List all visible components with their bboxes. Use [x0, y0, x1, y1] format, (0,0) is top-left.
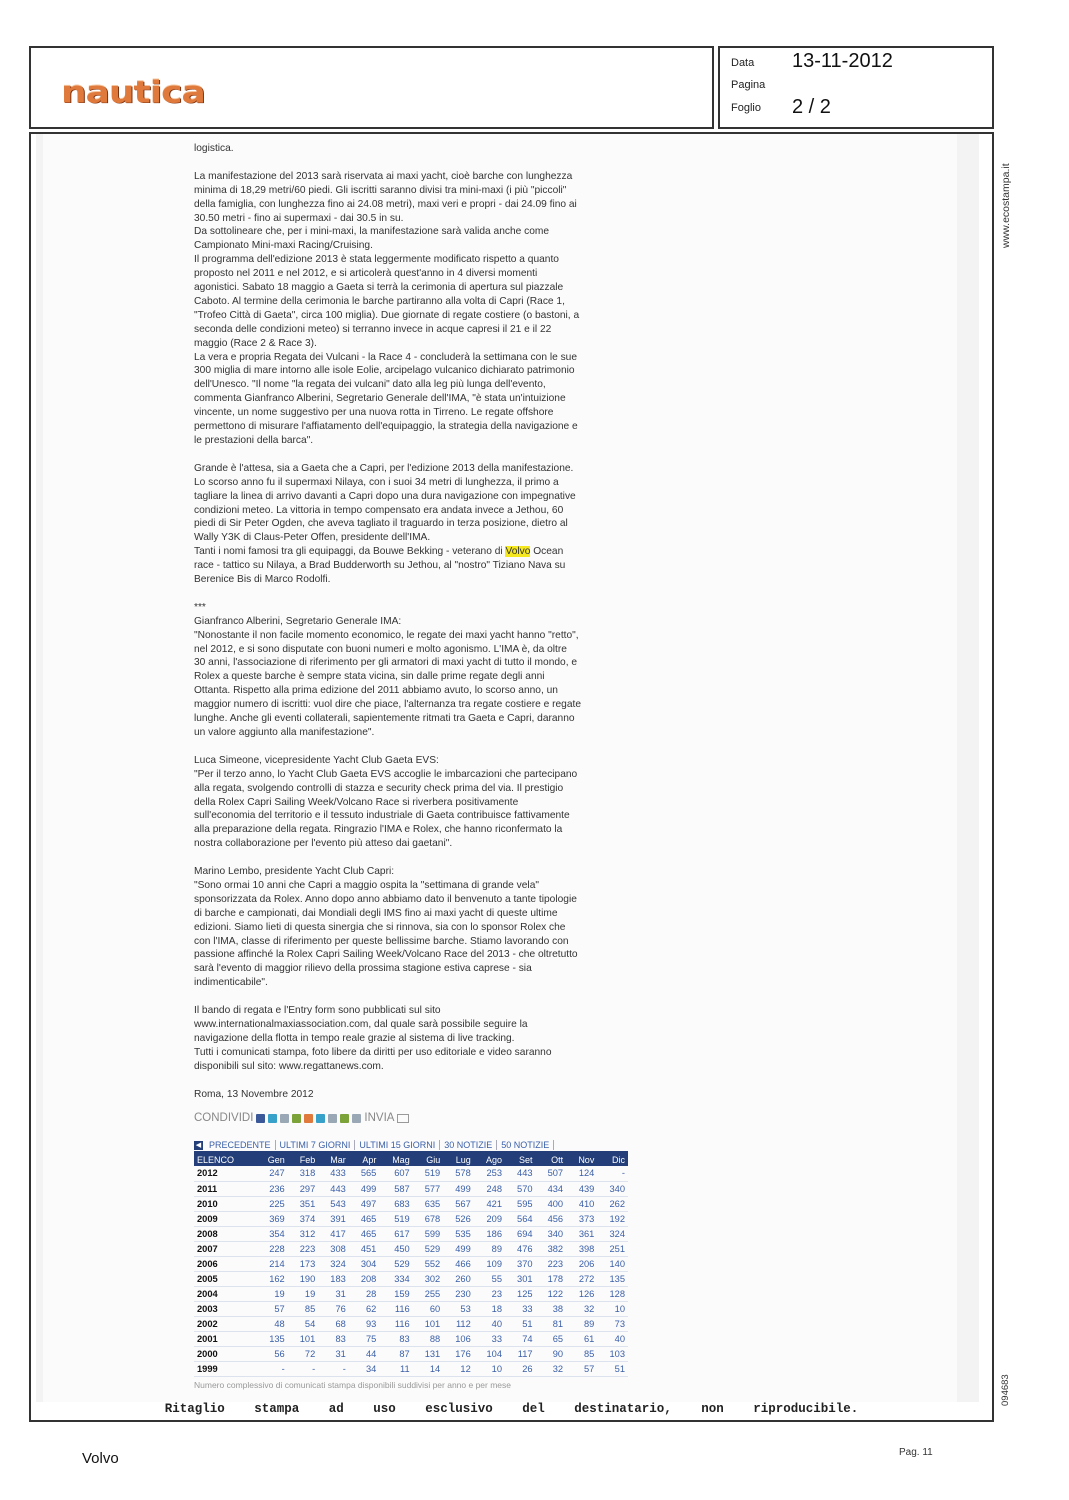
row-count[interactable]: 565 [349, 1166, 380, 1181]
row-year: 2011 [194, 1181, 255, 1196]
row-count[interactable]: 124 [566, 1166, 597, 1181]
row-count[interactable]: 400 [536, 1196, 567, 1211]
table-row [194, 1316, 628, 1331]
row-count[interactable]: 117 [505, 1346, 536, 1361]
row-count[interactable]: 90 [536, 1346, 567, 1361]
row-count[interactable]: 410 [566, 1196, 597, 1211]
row-year: 2005 [194, 1271, 255, 1286]
row-count[interactable]: 434 [536, 1181, 567, 1196]
row-count[interactable]: 54 [288, 1316, 319, 1331]
share-service-icon[interactable] [340, 1114, 349, 1123]
row-count[interactable]: 529 [413, 1241, 444, 1256]
table-header-month: Set [505, 1153, 536, 1166]
highlight-volvo: Volvo [505, 546, 531, 558]
row-count[interactable]: 312 [288, 1226, 319, 1241]
row-count[interactable]: 507 [536, 1166, 567, 1181]
row-count[interactable]: 340 [597, 1181, 628, 1196]
row-count[interactable]: 456 [536, 1211, 567, 1226]
stats-caption: Numero complessivo di comunicati stampa disponibili suddivisi per anno e per mese [194, 1379, 512, 1390]
article-body [194, 142, 634, 1115]
row-count[interactable]: 19 [255, 1286, 288, 1301]
stats-table [194, 1153, 628, 1377]
row-year: 2012 [194, 1166, 255, 1181]
row-count[interactable]: 451 [349, 1241, 380, 1256]
row-count[interactable]: 26 [505, 1361, 536, 1376]
row-count[interactable]: 125 [505, 1286, 536, 1301]
table-header-month: Gen [255, 1153, 288, 1166]
famous-text-before: Tanti i nomi famosi tra gli equipaggi, da Bouwe Bekking - veterano di [194, 546, 506, 558]
row-count[interactable]: 465 [349, 1211, 380, 1226]
row-count[interactable]: 140 [597, 1256, 628, 1271]
row-year: 2003 [194, 1301, 255, 1316]
row-count[interactable]: 81 [536, 1316, 567, 1331]
row-count[interactable]: 262 [597, 1196, 628, 1211]
table-header-month: Nov [566, 1153, 597, 1166]
row-count[interactable]: 255 [413, 1286, 444, 1301]
brand-footer: Volvo [82, 1450, 119, 1467]
row-count[interactable]: 178 [536, 1271, 567, 1286]
row-count[interactable]: 391 [318, 1211, 349, 1226]
row-count[interactable]: 369 [255, 1211, 288, 1226]
table-row [194, 1241, 628, 1256]
row-count[interactable]: 122 [536, 1286, 567, 1301]
arrow-left-icon[interactable]: ◀ [195, 1141, 202, 1149]
row-count[interactable]: 192 [597, 1211, 628, 1226]
row-year: 2007 [194, 1241, 255, 1256]
row-count[interactable]: 93 [349, 1316, 380, 1331]
share-service-icon[interactable] [280, 1114, 289, 1123]
table-row [194, 1361, 628, 1376]
row-count[interactable]: 23 [474, 1286, 505, 1301]
row-count[interactable]: 83 [318, 1331, 349, 1346]
row-count[interactable]: 382 [536, 1241, 567, 1256]
table-header-month: Ott [536, 1153, 567, 1166]
row-count[interactable]: 253 [474, 1166, 505, 1181]
row-count[interactable]: 14 [413, 1361, 444, 1376]
row-year: 2004 [194, 1286, 255, 1301]
row-year: 2006 [194, 1256, 255, 1271]
row-count[interactable]: 308 [318, 1241, 349, 1256]
clipping-disclaimer: Ritaglio stampa ad uso esclusivo del destinatario, non riproducibile. [164, 1402, 859, 1416]
row-count[interactable]: 101 [288, 1331, 319, 1346]
table-header-month: Ago [474, 1153, 505, 1166]
row-count[interactable]: 53 [443, 1301, 474, 1316]
row-count[interactable]: 617 [379, 1226, 412, 1241]
row-count[interactable]: 56 [255, 1346, 288, 1361]
row-count[interactable]: 607 [379, 1166, 412, 1181]
row-count[interactable]: 421 [474, 1196, 505, 1211]
row-count[interactable]: 176 [443, 1346, 474, 1361]
row-count[interactable]: 135 [255, 1331, 288, 1346]
row-count[interactable]: 223 [536, 1256, 567, 1271]
row-count[interactable]: 106 [443, 1331, 474, 1346]
row-count[interactable]: - [318, 1361, 349, 1376]
row-count[interactable]: 55 [474, 1271, 505, 1286]
row-count[interactable]: 31 [318, 1286, 349, 1301]
table-row [194, 1181, 628, 1196]
date-value: 13-11-2012 [792, 50, 893, 72]
article-paragraph-famous-crews [194, 545, 634, 587]
row-count[interactable]: 297 [288, 1181, 319, 1196]
row-count[interactable]: 324 [597, 1226, 628, 1241]
nav-50-news[interactable]: 50 NOTIZIE [497, 1140, 554, 1150]
row-count[interactable]: 11 [379, 1361, 412, 1376]
row-count[interactable]: 398 [566, 1241, 597, 1256]
row-year: 2002 [194, 1316, 255, 1331]
row-count[interactable]: 209 [474, 1211, 505, 1226]
row-count[interactable]: 12 [443, 1361, 474, 1376]
side-url: www.ecostampa.it [1000, 163, 1012, 248]
row-count[interactable]: 61 [566, 1331, 597, 1346]
row-count[interactable]: 499 [443, 1181, 474, 1196]
row-count[interactable]: 10 [474, 1361, 505, 1376]
row-count[interactable]: 33 [505, 1301, 536, 1316]
row-count[interactable]: 135 [597, 1271, 628, 1286]
row-count[interactable]: 89 [566, 1316, 597, 1331]
row-count[interactable]: - [255, 1361, 288, 1376]
share-service-icon[interactable] [328, 1114, 337, 1123]
row-year: 2009 [194, 1211, 255, 1226]
table-header-month: Mar [318, 1153, 349, 1166]
article-dateline: Roma, 13 Novembre 2012 [194, 1088, 314, 1100]
row-year: 2000 [194, 1346, 255, 1361]
nav-previous[interactable]: PRECEDENTE [205, 1140, 276, 1150]
row-count[interactable]: 595 [505, 1196, 536, 1211]
nautica-logo: nautica [61, 75, 205, 110]
row-count[interactable]: 131 [413, 1346, 444, 1361]
row-count[interactable]: 190 [288, 1271, 319, 1286]
row-count[interactable]: 40 [474, 1316, 505, 1331]
share-bar [194, 1112, 409, 1124]
row-count[interactable]: 230 [443, 1286, 474, 1301]
row-count[interactable]: 577 [413, 1181, 444, 1196]
page-label: Pagina [731, 79, 766, 91]
row-count[interactable]: 68 [318, 1316, 349, 1331]
row-count[interactable]: 186 [474, 1226, 505, 1241]
article-paragraph: Il bando di regata e l'Entry form sono pubblicati sul sito www.internationalmaxiassociation.com, dal quale sarà possibile seguire la navigazione della flotta in tempo reale grazie al sistema di live tracking. Tutti i comunicati stampa, foto libere da diritti per uso editoriale e video saranno disponibili sul sito: www.regattanews.com. [194, 1005, 552, 1072]
famous-text-after: Ocean race - tattico su Nilaya, a Brad Budderworth su Jethou, al "nostro" Tiziano Nava su Berenice Bis di Marco Rodolfi. [194, 546, 566, 586]
row-count[interactable]: 543 [318, 1196, 349, 1211]
sheet-value: 2 / 2 [792, 96, 831, 118]
nav-last-7-days[interactable]: ULTIMI 7 GIORNI [276, 1140, 356, 1150]
row-count[interactable]: 678 [413, 1211, 444, 1226]
row-count[interactable]: 272 [566, 1271, 597, 1286]
row-year: 2008 [194, 1226, 255, 1241]
row-count[interactable]: 74 [505, 1331, 536, 1346]
row-count[interactable]: 324 [318, 1256, 349, 1271]
row-count[interactable]: 499 [349, 1181, 380, 1196]
table-row [194, 1166, 628, 1181]
row-count[interactable]: 683 [379, 1196, 412, 1211]
row-count[interactable]: 116 [379, 1301, 412, 1316]
row-count[interactable]: 101 [413, 1316, 444, 1331]
row-count[interactable]: 183 [318, 1271, 349, 1286]
facebook-icon[interactable] [256, 1114, 265, 1123]
row-count[interactable]: 499 [443, 1241, 474, 1256]
page-number: Pag. 11 [899, 1447, 933, 1458]
row-count[interactable]: 87 [379, 1346, 412, 1361]
envelope-icon[interactable] [397, 1114, 409, 1123]
date-label: Data [731, 57, 755, 69]
row-count[interactable]: 334 [379, 1271, 412, 1286]
row-count[interactable]: 85 [288, 1301, 319, 1316]
row-count[interactable]: 570 [505, 1181, 536, 1196]
row-count[interactable]: 450 [379, 1241, 412, 1256]
row-count[interactable]: 361 [566, 1226, 597, 1241]
article-paragraph: Luca Simeone, vicepresidente Yacht Club Gaeta EVS: "Per il terzo anno, lo Yacht Club Gaeta EVS accoglie le imbarcazioni che partecipano alla regata, svolgendo controlli di stazza e security check prima del via. Il prestigio della Rolex Capri Sailing Week/Volcano Race si riverbera positivamente sull'economia del territorio e il tessuto industriale di Gaeta contribuisce fattivamente alla preparazione della regata. Ringrazio l'IMA e Rolex, che hanno riconfermato la nostra collaborazione per l'evento più atteso dai gaetani". [194, 754, 578, 850]
share-service-icon[interactable] [316, 1114, 325, 1123]
row-count[interactable]: - [597, 1166, 628, 1181]
row-count[interactable]: 60 [413, 1301, 444, 1316]
table-row [194, 1196, 628, 1211]
nav-last-15-days[interactable]: ULTIMI 15 GIORNI [355, 1140, 440, 1150]
table-header-month: Feb [288, 1153, 319, 1166]
row-count[interactable]: 48 [255, 1316, 288, 1331]
row-count[interactable]: 112 [443, 1316, 474, 1331]
row-count[interactable]: 28 [349, 1286, 380, 1301]
row-count[interactable]: 89 [474, 1241, 505, 1256]
row-count[interactable]: 206 [566, 1256, 597, 1271]
row-count[interactable]: 526 [443, 1211, 474, 1226]
row-count[interactable]: 301 [505, 1271, 536, 1286]
row-count[interactable]: 32 [536, 1361, 567, 1376]
row-count[interactable]: 247 [255, 1166, 288, 1181]
table-header-month: Apr [349, 1153, 380, 1166]
row-year: 2001 [194, 1331, 255, 1346]
row-count[interactable]: 497 [349, 1196, 380, 1211]
row-count[interactable]: 228 [255, 1241, 288, 1256]
row-count[interactable]: 76 [318, 1301, 349, 1316]
article-paragraph: *** Gianfranco Alberini, Segretario Generale IMA: "Nonostante il non facile momento economico, le regate dei maxi yacht hanno "retto", nel 2012, e si sono disputate con buoni numeri e molto agonismo. L'IMA è, da oltre 30 anni, l'associazione di riferimento per gli armatori di maxi yacht di tutto il mondo, e Rolex a queste barche è sempre stata vicina, sin dalle prime regate degli anni Ottanta. Rispetto alla prima edizione del 2011 abbiamo avuto, lo scorso anno, un maggior numero di iscritti: vuol dire che piace, l'alternanza tra regate costiere e regate lunghe. Anche gli eventi collaterali, sapientemente ritmati tra Gaeta e Capri, daranno un valore aggiunto alla manifestazione". [194, 601, 582, 739]
table-row [194, 1226, 628, 1241]
row-count[interactable]: 103 [597, 1346, 628, 1361]
row-count[interactable]: - [288, 1361, 319, 1376]
row-count[interactable]: 519 [413, 1166, 444, 1181]
row-count[interactable]: 18 [474, 1301, 505, 1316]
share-service-icon[interactable] [304, 1114, 313, 1123]
row-count[interactable]: 162 [255, 1271, 288, 1286]
sheet-label: Foglio [731, 102, 761, 114]
row-count[interactable]: 83 [379, 1331, 412, 1346]
row-count[interactable]: 433 [318, 1166, 349, 1181]
row-count[interactable]: 466 [443, 1256, 474, 1271]
row-count[interactable]: 126 [566, 1286, 597, 1301]
row-count[interactable]: 578 [443, 1166, 474, 1181]
table-row [194, 1301, 628, 1316]
row-count[interactable]: 128 [597, 1286, 628, 1301]
row-count[interactable]: 88 [413, 1331, 444, 1346]
row-count[interactable]: 214 [255, 1256, 288, 1271]
press-release-stats [194, 1139, 628, 1390]
row-count[interactable]: 599 [413, 1226, 444, 1241]
row-count[interactable]: 62 [349, 1301, 380, 1316]
row-count[interactable]: 519 [379, 1211, 412, 1226]
row-count[interactable]: 40 [597, 1331, 628, 1346]
nav-30-news[interactable]: 30 NOTIZIE [440, 1140, 497, 1150]
table-header-elenco[interactable]: ELENCO [194, 1153, 255, 1166]
row-count[interactable]: 104 [474, 1346, 505, 1361]
row-count[interactable]: 340 [536, 1226, 567, 1241]
row-count[interactable]: 443 [505, 1166, 536, 1181]
article-paragraph: Marino Lembo, presidente Yacht Club Capri: "Sono ormai 10 anni che Capri a maggio ospita la "settimana di grande vela" sponsorizzata da Rolex. Anno dopo anno abbiamo dato il benvenuto a tante tipologie di barche e campionati, dai Mondiali degli IMS fino ai maxi yacht di queste ultime edizioni. Siamo lieti di questa sinergia che si rinnova, sia con lo sponsor Rolex che con l'IMA, classe di riferimento per queste bellissime barche. Stiamo lavorando con passione affinché la Rolex Capri Sailing Week/Volcano Race del 2013 - che oltretutto sarà l'evento di maggior rilievo della prossima stagione estiva caprese - sia indimenticabile". [194, 866, 578, 989]
row-count[interactable]: 417 [318, 1226, 349, 1241]
share-service-icon[interactable] [292, 1114, 301, 1123]
masthead-box [29, 46, 714, 129]
twitter-icon[interactable] [268, 1114, 277, 1123]
stats-nav [194, 1139, 628, 1153]
article-paragraph: Grande è l'attesa, sia a Gaeta che a Capri, per l'edizione 2013 della manifestazione. Lo scorso anno fu il supermaxi Nilaya, con i suoi 34 metri di lunghezza, il primo a tagliare la linea di arrivo davanti a Capri dopo una dura navigazione con impegnative condizioni meteo. La vittoria in tempo compensato era andata invece a Jethou, 60 piedi di Sir Peter Ogden, che aveva tagliato il traguardo in terza posizione, dietro al Wally Y3K di Claus-Peter Offen, presidente dell'IMA. [194, 462, 576, 544]
row-count[interactable]: 85 [566, 1346, 597, 1361]
row-year: 2010 [194, 1196, 255, 1211]
row-count[interactable]: 439 [566, 1181, 597, 1196]
article-paragraph: logistica. [194, 143, 234, 154]
row-count[interactable]: 260 [443, 1271, 474, 1286]
row-count[interactable]: 236 [255, 1181, 288, 1196]
table-header-month: Lug [443, 1153, 474, 1166]
table-row [194, 1346, 628, 1361]
row-count[interactable]: 73 [597, 1316, 628, 1331]
share-label[interactable]: CONDIVIDI [194, 1112, 254, 1124]
meta-box [718, 46, 994, 129]
row-count[interactable]: 351 [288, 1196, 319, 1211]
row-count[interactable]: 38 [536, 1301, 567, 1316]
table-header-month: Giu [413, 1153, 444, 1166]
row-count[interactable]: 109 [474, 1256, 505, 1271]
row-count[interactable]: 635 [413, 1196, 444, 1211]
row-count[interactable]: 72 [288, 1346, 319, 1361]
row-count[interactable]: 10 [597, 1301, 628, 1316]
row-count[interactable]: 19 [288, 1286, 319, 1301]
article-paragraph: La manifestazione del 2013 sarà riservata ai maxi yacht, cioè barche con lunghezza minima di 18,29 metri/60 piedi. Gli iscritti saranno divisi tra mini-maxi (i più "piccoli" della famiglia, con lunghezza fino ai 24.08 metri), maxi veri e propri - dai 24.09 fino ai 30.50 metri - fino ai supermaxi - dai 30.5 in su. Da sottolineare che, per i mini-maxi, la manifestazione sarà valida anche come Campionato Mini-maxi Racing/Cruising. Il programma dell'edizione 2013 è stata leggermente modificato rispetto a quanto proposto nel 2011 e nel 2012, e si articolerà quest'anno in 4 diversi momenti agonistici. Sabato 18 maggio a Gaeta si terrà la cerimonia di apertura sul piazzale Caboto. Al termine della cerimonia le barche partiranno alla volta di Capri (Race 1, "Trofeo Città di Gaeta", circa 100 miglia). Due giornate di regate costiere (o bastoni, a seconda delle condizioni meteo) si terranno invece in acque capresi il 21 e il 22 maggio (Race 2 & Race 3). La vera e propria Regata dei Vulcani - la Race 4 - concluderà la settimana con le sue 300 miglia di mare intorno alle isole Eolie, arcipelago vulcanico dichiarato patrimonio dell'Unesco. "Il nome "la regata dei vulcani" dato alla leg più lunga dell'evento, commenta Gianfranco Alberini, Segretario Generale dell'IMA, "è stata un'intuizione vincente, un nome suggestivo per una nuova rotta in Tirreno. Le regate offshore permettono di misurare l'affiatamento dell'equipaggio, la strategia della navigazione e le prestazioni della barca". [194, 170, 580, 447]
share-service-icon[interactable] [352, 1114, 361, 1123]
row-count[interactable]: 694 [505, 1226, 536, 1241]
row-count[interactable]: 208 [349, 1271, 380, 1286]
row-count[interactable]: 304 [349, 1256, 380, 1271]
row-year: 1999 [194, 1361, 255, 1376]
clipping-box [29, 132, 994, 1422]
send-label[interactable]: INVIA [364, 1112, 395, 1124]
row-count[interactable]: 248 [474, 1181, 505, 1196]
row-count[interactable]: 476 [505, 1241, 536, 1256]
row-count[interactable]: 564 [505, 1211, 536, 1226]
row-count[interactable]: 34 [349, 1361, 380, 1376]
row-count[interactable]: 57 [566, 1361, 597, 1376]
row-count[interactable]: 318 [288, 1166, 319, 1181]
row-count[interactable]: 567 [443, 1196, 474, 1211]
row-count[interactable]: 302 [413, 1271, 444, 1286]
row-count[interactable]: 354 [255, 1226, 288, 1241]
table-row [194, 1271, 628, 1286]
row-count[interactable]: 32 [566, 1301, 597, 1316]
row-count[interactable]: 535 [443, 1226, 474, 1241]
row-count[interactable]: 373 [566, 1211, 597, 1226]
table-row [194, 1256, 628, 1271]
row-count[interactable]: 225 [255, 1196, 288, 1211]
row-count[interactable]: 443 [318, 1181, 349, 1196]
row-count[interactable]: 65 [536, 1331, 567, 1346]
row-count[interactable]: 529 [379, 1256, 412, 1271]
row-count[interactable]: 587 [379, 1181, 412, 1196]
row-count[interactable]: 116 [379, 1316, 412, 1331]
row-count[interactable]: 51 [505, 1316, 536, 1331]
table-row [194, 1211, 628, 1226]
row-count[interactable]: 552 [413, 1256, 444, 1271]
row-count[interactable]: 51 [597, 1361, 628, 1376]
row-count[interactable]: 370 [505, 1256, 536, 1271]
table-header-month: Dic [597, 1153, 628, 1166]
row-count[interactable]: 33 [474, 1331, 505, 1346]
row-count[interactable]: 44 [349, 1346, 380, 1361]
row-count[interactable]: 159 [379, 1286, 412, 1301]
row-count[interactable]: 465 [349, 1226, 380, 1241]
table-row [194, 1286, 628, 1301]
row-count[interactable]: 75 [349, 1331, 380, 1346]
row-count[interactable]: 57 [255, 1301, 288, 1316]
table-row [194, 1331, 628, 1346]
side-code: 094683 [1000, 1374, 1011, 1406]
table-header-month: Mag [379, 1153, 412, 1166]
row-count[interactable]: 31 [318, 1346, 349, 1361]
row-count[interactable]: 374 [288, 1211, 319, 1226]
row-count[interactable]: 223 [288, 1241, 319, 1256]
row-count[interactable]: 251 [597, 1241, 628, 1256]
row-count[interactable]: 173 [288, 1256, 319, 1271]
